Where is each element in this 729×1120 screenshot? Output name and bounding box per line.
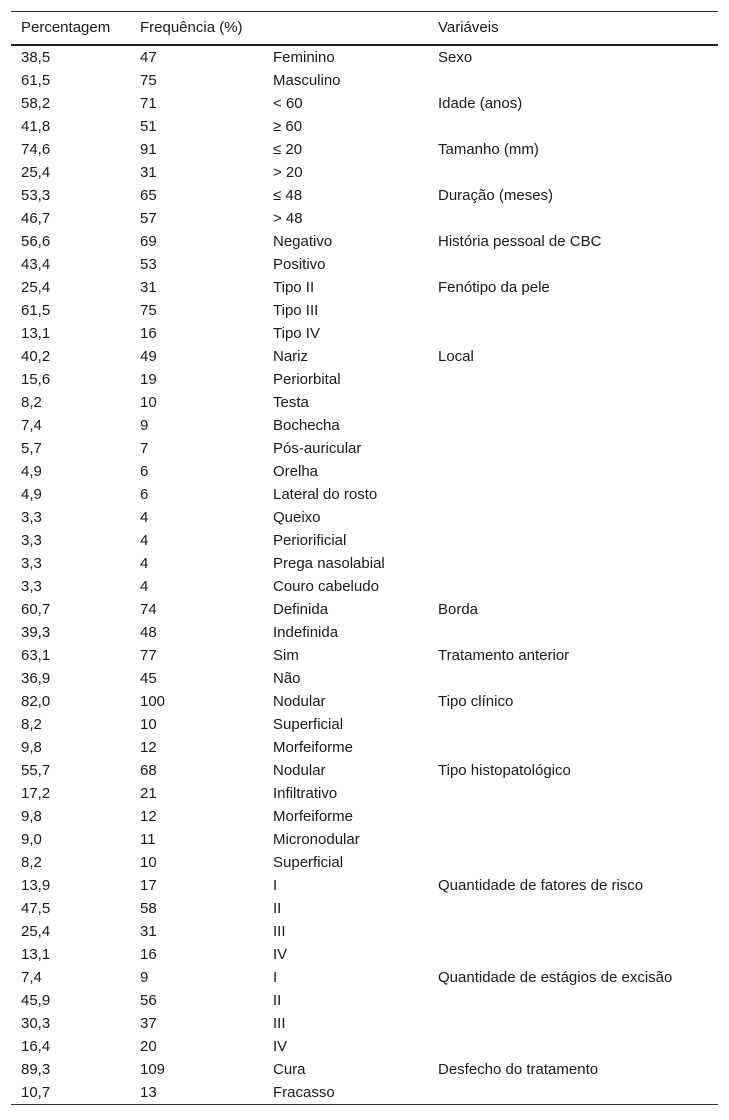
cell-variavel: Tipo histopatológico bbox=[438, 762, 571, 779]
cell-frequencia: 68 bbox=[140, 762, 157, 779]
cell-category: Couro cabeludo bbox=[273, 578, 379, 595]
cell-percentagem: 41,8 bbox=[21, 118, 51, 135]
cell-category: Positivo bbox=[273, 256, 326, 273]
cell-percentagem: 74,6 bbox=[21, 141, 51, 158]
table-row bbox=[11, 322, 718, 345]
cell-variavel bbox=[428, 920, 718, 943]
table-row bbox=[11, 920, 718, 943]
cell-frequencia: 74 bbox=[140, 601, 157, 618]
cell-percentagem: 45,9 bbox=[21, 992, 51, 1009]
cell-frequencia: 51 bbox=[140, 118, 157, 135]
cell-percentagem: 61,5 bbox=[21, 72, 51, 89]
cell-percentagem: 17,2 bbox=[21, 785, 51, 802]
cell-category: IV bbox=[273, 1038, 288, 1055]
cell-frequencia: 10 bbox=[140, 854, 157, 871]
cell-frequencia: 4 bbox=[140, 578, 149, 595]
cell-category: > 20 bbox=[273, 164, 303, 181]
cell-frequencia: 109 bbox=[140, 1061, 166, 1078]
cell-frequencia: 56 bbox=[140, 992, 157, 1009]
table-row bbox=[11, 253, 718, 276]
data-table-container bbox=[11, 11, 718, 1105]
table-row bbox=[11, 1081, 718, 1105]
header-category bbox=[263, 12, 428, 46]
table-row bbox=[11, 874, 718, 897]
cell-variavel: Local bbox=[438, 348, 474, 365]
table-row bbox=[11, 276, 718, 299]
cell-percentagem: 4,9 bbox=[21, 486, 42, 503]
cell-percentagem: 9,8 bbox=[21, 739, 42, 756]
cell-category: Morfeiforme bbox=[273, 739, 354, 756]
cell-category: Fracasso bbox=[273, 1084, 335, 1101]
cell-category: Infiltrativo bbox=[273, 785, 338, 802]
cell-variavel: Sexo bbox=[438, 49, 473, 66]
table-header bbox=[11, 12, 718, 46]
cell-category: Masculino bbox=[273, 72, 341, 89]
cell-category: Sim bbox=[273, 647, 299, 664]
cell-frequencia: 21 bbox=[140, 785, 157, 802]
cell-frequencia: 77 bbox=[140, 647, 157, 664]
cell-variavel bbox=[428, 736, 718, 759]
cell-variavel bbox=[428, 414, 718, 437]
cell-percentagem: 10,7 bbox=[21, 1084, 51, 1101]
cell-variavel: Borda bbox=[438, 601, 479, 618]
cell-category: III bbox=[273, 1015, 286, 1032]
cell-category: IV bbox=[273, 946, 288, 963]
cell-category: Periorificial bbox=[273, 532, 347, 549]
cell-percentagem: 8,2 bbox=[21, 854, 42, 871]
cell-percentagem: 3,3 bbox=[21, 555, 42, 572]
cell-category: Nodular bbox=[273, 762, 326, 779]
cell-frequencia: 6 bbox=[140, 486, 149, 503]
cell-frequencia: 69 bbox=[140, 233, 157, 250]
table-row bbox=[11, 391, 718, 414]
table-row bbox=[11, 1035, 718, 1058]
cell-category: Tipo III bbox=[273, 302, 319, 319]
cell-percentagem: 25,4 bbox=[21, 923, 51, 940]
table-row bbox=[11, 45, 718, 69]
cell-frequencia: 10 bbox=[140, 716, 157, 733]
cell-frequencia: 71 bbox=[140, 95, 157, 112]
table-row bbox=[11, 437, 718, 460]
table-row bbox=[11, 989, 718, 1012]
cell-variavel: Tamanho (mm) bbox=[438, 141, 539, 158]
cell-percentagem: 13,1 bbox=[21, 325, 51, 342]
data-table bbox=[11, 11, 718, 1105]
table-row bbox=[11, 598, 718, 621]
table-row bbox=[11, 667, 718, 690]
cell-category: ≥ 60 bbox=[273, 118, 303, 135]
cell-percentagem: 47,5 bbox=[21, 900, 51, 917]
table-row bbox=[11, 207, 718, 230]
cell-percentagem: 39,3 bbox=[21, 624, 51, 641]
cell-variavel bbox=[428, 437, 718, 460]
cell-category: ≤ 20 bbox=[273, 141, 303, 158]
table-row bbox=[11, 92, 718, 115]
cell-percentagem: 25,4 bbox=[21, 279, 51, 296]
cell-percentagem: 56,6 bbox=[21, 233, 51, 250]
cell-variavel: Duração (meses) bbox=[438, 187, 554, 204]
cell-percentagem: 13,9 bbox=[21, 877, 51, 894]
cell-frequencia: 13 bbox=[140, 1084, 157, 1101]
cell-variavel bbox=[428, 782, 718, 805]
header-row bbox=[11, 12, 718, 46]
cell-frequencia: 7 bbox=[140, 440, 149, 457]
table-row bbox=[11, 759, 718, 782]
cell-variavel bbox=[428, 667, 718, 690]
table-row bbox=[11, 161, 718, 184]
cell-variavel bbox=[428, 1081, 718, 1105]
cell-percentagem: 58,2 bbox=[21, 95, 51, 112]
cell-category: Cura bbox=[273, 1061, 306, 1078]
cell-variavel: Fenótipo da pele bbox=[438, 279, 550, 296]
cell-percentagem: 7,4 bbox=[21, 969, 42, 986]
cell-frequencia: 45 bbox=[140, 670, 157, 687]
cell-category: < 60 bbox=[273, 95, 303, 112]
cell-category: Tipo II bbox=[273, 279, 315, 296]
cell-frequencia: 58 bbox=[140, 900, 157, 917]
header-percentagem: Percentagem bbox=[21, 19, 111, 36]
cell-variavel: Tratamento anterior bbox=[438, 647, 570, 664]
cell-percentagem: 13,1 bbox=[21, 946, 51, 963]
table-row bbox=[11, 460, 718, 483]
table-row bbox=[11, 828, 718, 851]
cell-category: I bbox=[273, 969, 278, 986]
cell-frequencia: 11 bbox=[140, 831, 156, 848]
cell-variavel: Quantidade de fatores de risco bbox=[438, 877, 644, 894]
cell-category: Pós-auricular bbox=[273, 440, 362, 457]
cell-percentagem: 82,0 bbox=[21, 693, 51, 710]
cell-variavel bbox=[428, 621, 718, 644]
cell-percentagem: 15,6 bbox=[21, 371, 51, 388]
cell-frequencia: 65 bbox=[140, 187, 157, 204]
table-row bbox=[11, 345, 718, 368]
cell-percentagem: 60,7 bbox=[21, 601, 51, 618]
table-row bbox=[11, 1012, 718, 1035]
cell-variavel bbox=[428, 828, 718, 851]
cell-category: Queixo bbox=[273, 509, 321, 526]
cell-variavel bbox=[428, 1035, 718, 1058]
cell-variavel bbox=[428, 713, 718, 736]
cell-category: II bbox=[273, 900, 282, 917]
cell-frequencia: 16 bbox=[140, 325, 157, 342]
cell-frequencia: 9 bbox=[140, 969, 149, 986]
cell-frequencia: 10 bbox=[140, 394, 157, 411]
cell-frequencia: 12 bbox=[140, 739, 157, 756]
cell-percentagem: 9,8 bbox=[21, 808, 42, 825]
table-row bbox=[11, 782, 718, 805]
cell-frequencia: 12 bbox=[140, 808, 157, 825]
cell-category: Nariz bbox=[273, 348, 309, 365]
cell-category: Definida bbox=[273, 601, 329, 618]
cell-frequencia: 100 bbox=[140, 693, 166, 710]
table-row bbox=[11, 483, 718, 506]
cell-percentagem: 46,7 bbox=[21, 210, 51, 227]
cell-frequencia: 6 bbox=[140, 463, 149, 480]
cell-frequencia: 31 bbox=[140, 923, 157, 940]
cell-variavel: Desfecho do tratamento bbox=[438, 1061, 599, 1078]
table-row bbox=[11, 69, 718, 92]
cell-frequencia: 91 bbox=[140, 141, 157, 158]
cell-percentagem: 7,4 bbox=[21, 417, 42, 434]
cell-variavel bbox=[428, 897, 718, 920]
cell-percentagem: 3,3 bbox=[21, 532, 42, 549]
cell-percentagem: 89,3 bbox=[21, 1061, 51, 1078]
cell-frequencia: 57 bbox=[140, 210, 157, 227]
cell-variavel bbox=[428, 575, 718, 598]
cell-variavel: Quantidade de estágios de excisão bbox=[438, 969, 673, 986]
cell-variavel bbox=[428, 115, 718, 138]
cell-variavel bbox=[428, 483, 718, 506]
cell-variavel bbox=[428, 989, 718, 1012]
cell-percentagem: 5,7 bbox=[21, 440, 42, 457]
table-row bbox=[11, 368, 718, 391]
cell-category: Superficial bbox=[273, 716, 344, 733]
cell-variavel bbox=[428, 1012, 718, 1035]
cell-percentagem: 3,3 bbox=[21, 578, 42, 595]
table-row bbox=[11, 529, 718, 552]
cell-frequencia: 4 bbox=[140, 532, 149, 549]
cell-variavel bbox=[428, 506, 718, 529]
cell-category: Orelha bbox=[273, 463, 319, 480]
cell-variavel bbox=[428, 805, 718, 828]
table-row bbox=[11, 897, 718, 920]
cell-category: Lateral do rosto bbox=[273, 486, 378, 503]
cell-variavel bbox=[428, 460, 718, 483]
table-row bbox=[11, 690, 718, 713]
cell-percentagem: 30,3 bbox=[21, 1015, 51, 1032]
cell-variavel: História pessoal de CBC bbox=[438, 233, 602, 250]
table-row bbox=[11, 966, 718, 989]
cell-variavel bbox=[428, 368, 718, 391]
cell-category: Morfeiforme bbox=[273, 808, 354, 825]
cell-percentagem: 53,3 bbox=[21, 187, 51, 204]
table-row bbox=[11, 713, 718, 736]
table-row bbox=[11, 138, 718, 161]
cell-variavel bbox=[428, 391, 718, 414]
table-row bbox=[11, 230, 718, 253]
table-row bbox=[11, 851, 718, 874]
cell-percentagem: 61,5 bbox=[21, 302, 51, 319]
table-row bbox=[11, 552, 718, 575]
cell-category: I bbox=[273, 877, 278, 894]
table-body bbox=[11, 45, 718, 1105]
cell-frequencia: 17 bbox=[140, 877, 157, 894]
cell-variavel bbox=[428, 69, 718, 92]
cell-percentagem: 36,9 bbox=[21, 670, 51, 687]
table-row bbox=[11, 414, 718, 437]
cell-category: Tipo IV bbox=[273, 325, 320, 342]
cell-percentagem: 25,4 bbox=[21, 164, 51, 181]
table-row bbox=[11, 1058, 718, 1081]
cell-category: Micronodular bbox=[273, 831, 360, 848]
table-row bbox=[11, 621, 718, 644]
cell-percentagem: 3,3 bbox=[21, 509, 42, 526]
cell-percentagem: 40,2 bbox=[21, 348, 51, 365]
table-row bbox=[11, 299, 718, 322]
cell-category: Periorbital bbox=[273, 371, 341, 388]
table-row bbox=[11, 644, 718, 667]
cell-frequencia: 31 bbox=[140, 279, 157, 296]
cell-percentagem: 63,1 bbox=[21, 647, 51, 664]
cell-variavel bbox=[428, 207, 718, 230]
table-row bbox=[11, 805, 718, 828]
cell-variavel bbox=[428, 943, 718, 966]
cell-frequencia: 49 bbox=[140, 348, 157, 365]
cell-percentagem: 55,7 bbox=[21, 762, 51, 779]
cell-category: ≤ 48 bbox=[273, 187, 303, 204]
cell-variavel: Idade (anos) bbox=[438, 95, 523, 112]
table-row bbox=[11, 943, 718, 966]
table-row bbox=[11, 575, 718, 598]
cell-variavel bbox=[428, 299, 718, 322]
cell-category: III bbox=[273, 923, 286, 940]
cell-variavel bbox=[428, 322, 718, 345]
cell-frequencia: 16 bbox=[140, 946, 157, 963]
cell-category: Bochecha bbox=[273, 417, 340, 434]
cell-percentagem: 43,4 bbox=[21, 256, 51, 273]
cell-frequencia: 75 bbox=[140, 72, 157, 89]
table-row bbox=[11, 115, 718, 138]
cell-variavel bbox=[428, 851, 718, 874]
cell-category: Negativo bbox=[273, 233, 333, 250]
cell-frequencia: 47 bbox=[140, 49, 157, 66]
cell-frequencia: 48 bbox=[140, 624, 157, 641]
cell-category: Nodular bbox=[273, 693, 326, 710]
cell-category: II bbox=[273, 992, 282, 1009]
cell-frequencia: 19 bbox=[140, 371, 157, 388]
cell-variavel: Tipo clínico bbox=[438, 693, 514, 710]
cell-frequencia: 75 bbox=[140, 302, 157, 319]
header-frequencia: Frequência (%) bbox=[140, 19, 243, 36]
cell-category: Testa bbox=[273, 394, 309, 411]
cell-variavel bbox=[428, 161, 718, 184]
cell-category: > 48 bbox=[273, 210, 303, 227]
cell-variavel bbox=[428, 529, 718, 552]
table-row bbox=[11, 736, 718, 759]
cell-percentagem: 38,5 bbox=[21, 49, 51, 66]
cell-frequencia: 9 bbox=[140, 417, 149, 434]
cell-percentagem: 8,2 bbox=[21, 394, 42, 411]
table-row bbox=[11, 506, 718, 529]
cell-frequencia: 31 bbox=[140, 164, 157, 181]
cell-category: Superficial bbox=[273, 854, 344, 871]
cell-category: Indefinida bbox=[273, 624, 339, 641]
cell-frequencia: 4 bbox=[140, 555, 149, 572]
cell-frequencia: 53 bbox=[140, 256, 157, 273]
cell-variavel bbox=[428, 552, 718, 575]
cell-variavel bbox=[428, 253, 718, 276]
cell-category: Feminino bbox=[273, 49, 335, 66]
cell-percentagem: 9,0 bbox=[21, 831, 42, 848]
cell-frequencia: 37 bbox=[140, 1015, 157, 1032]
cell-percentagem: 4,9 bbox=[21, 463, 42, 480]
cell-frequencia: 20 bbox=[140, 1038, 157, 1055]
cell-category: Prega nasolabial bbox=[273, 555, 385, 572]
header-variaveis: Variáveis bbox=[438, 19, 499, 36]
cell-percentagem: 8,2 bbox=[21, 716, 42, 733]
cell-frequencia: 4 bbox=[140, 509, 149, 526]
cell-percentagem: 16,4 bbox=[21, 1038, 51, 1055]
table-row bbox=[11, 184, 718, 207]
cell-category: Não bbox=[273, 670, 301, 687]
